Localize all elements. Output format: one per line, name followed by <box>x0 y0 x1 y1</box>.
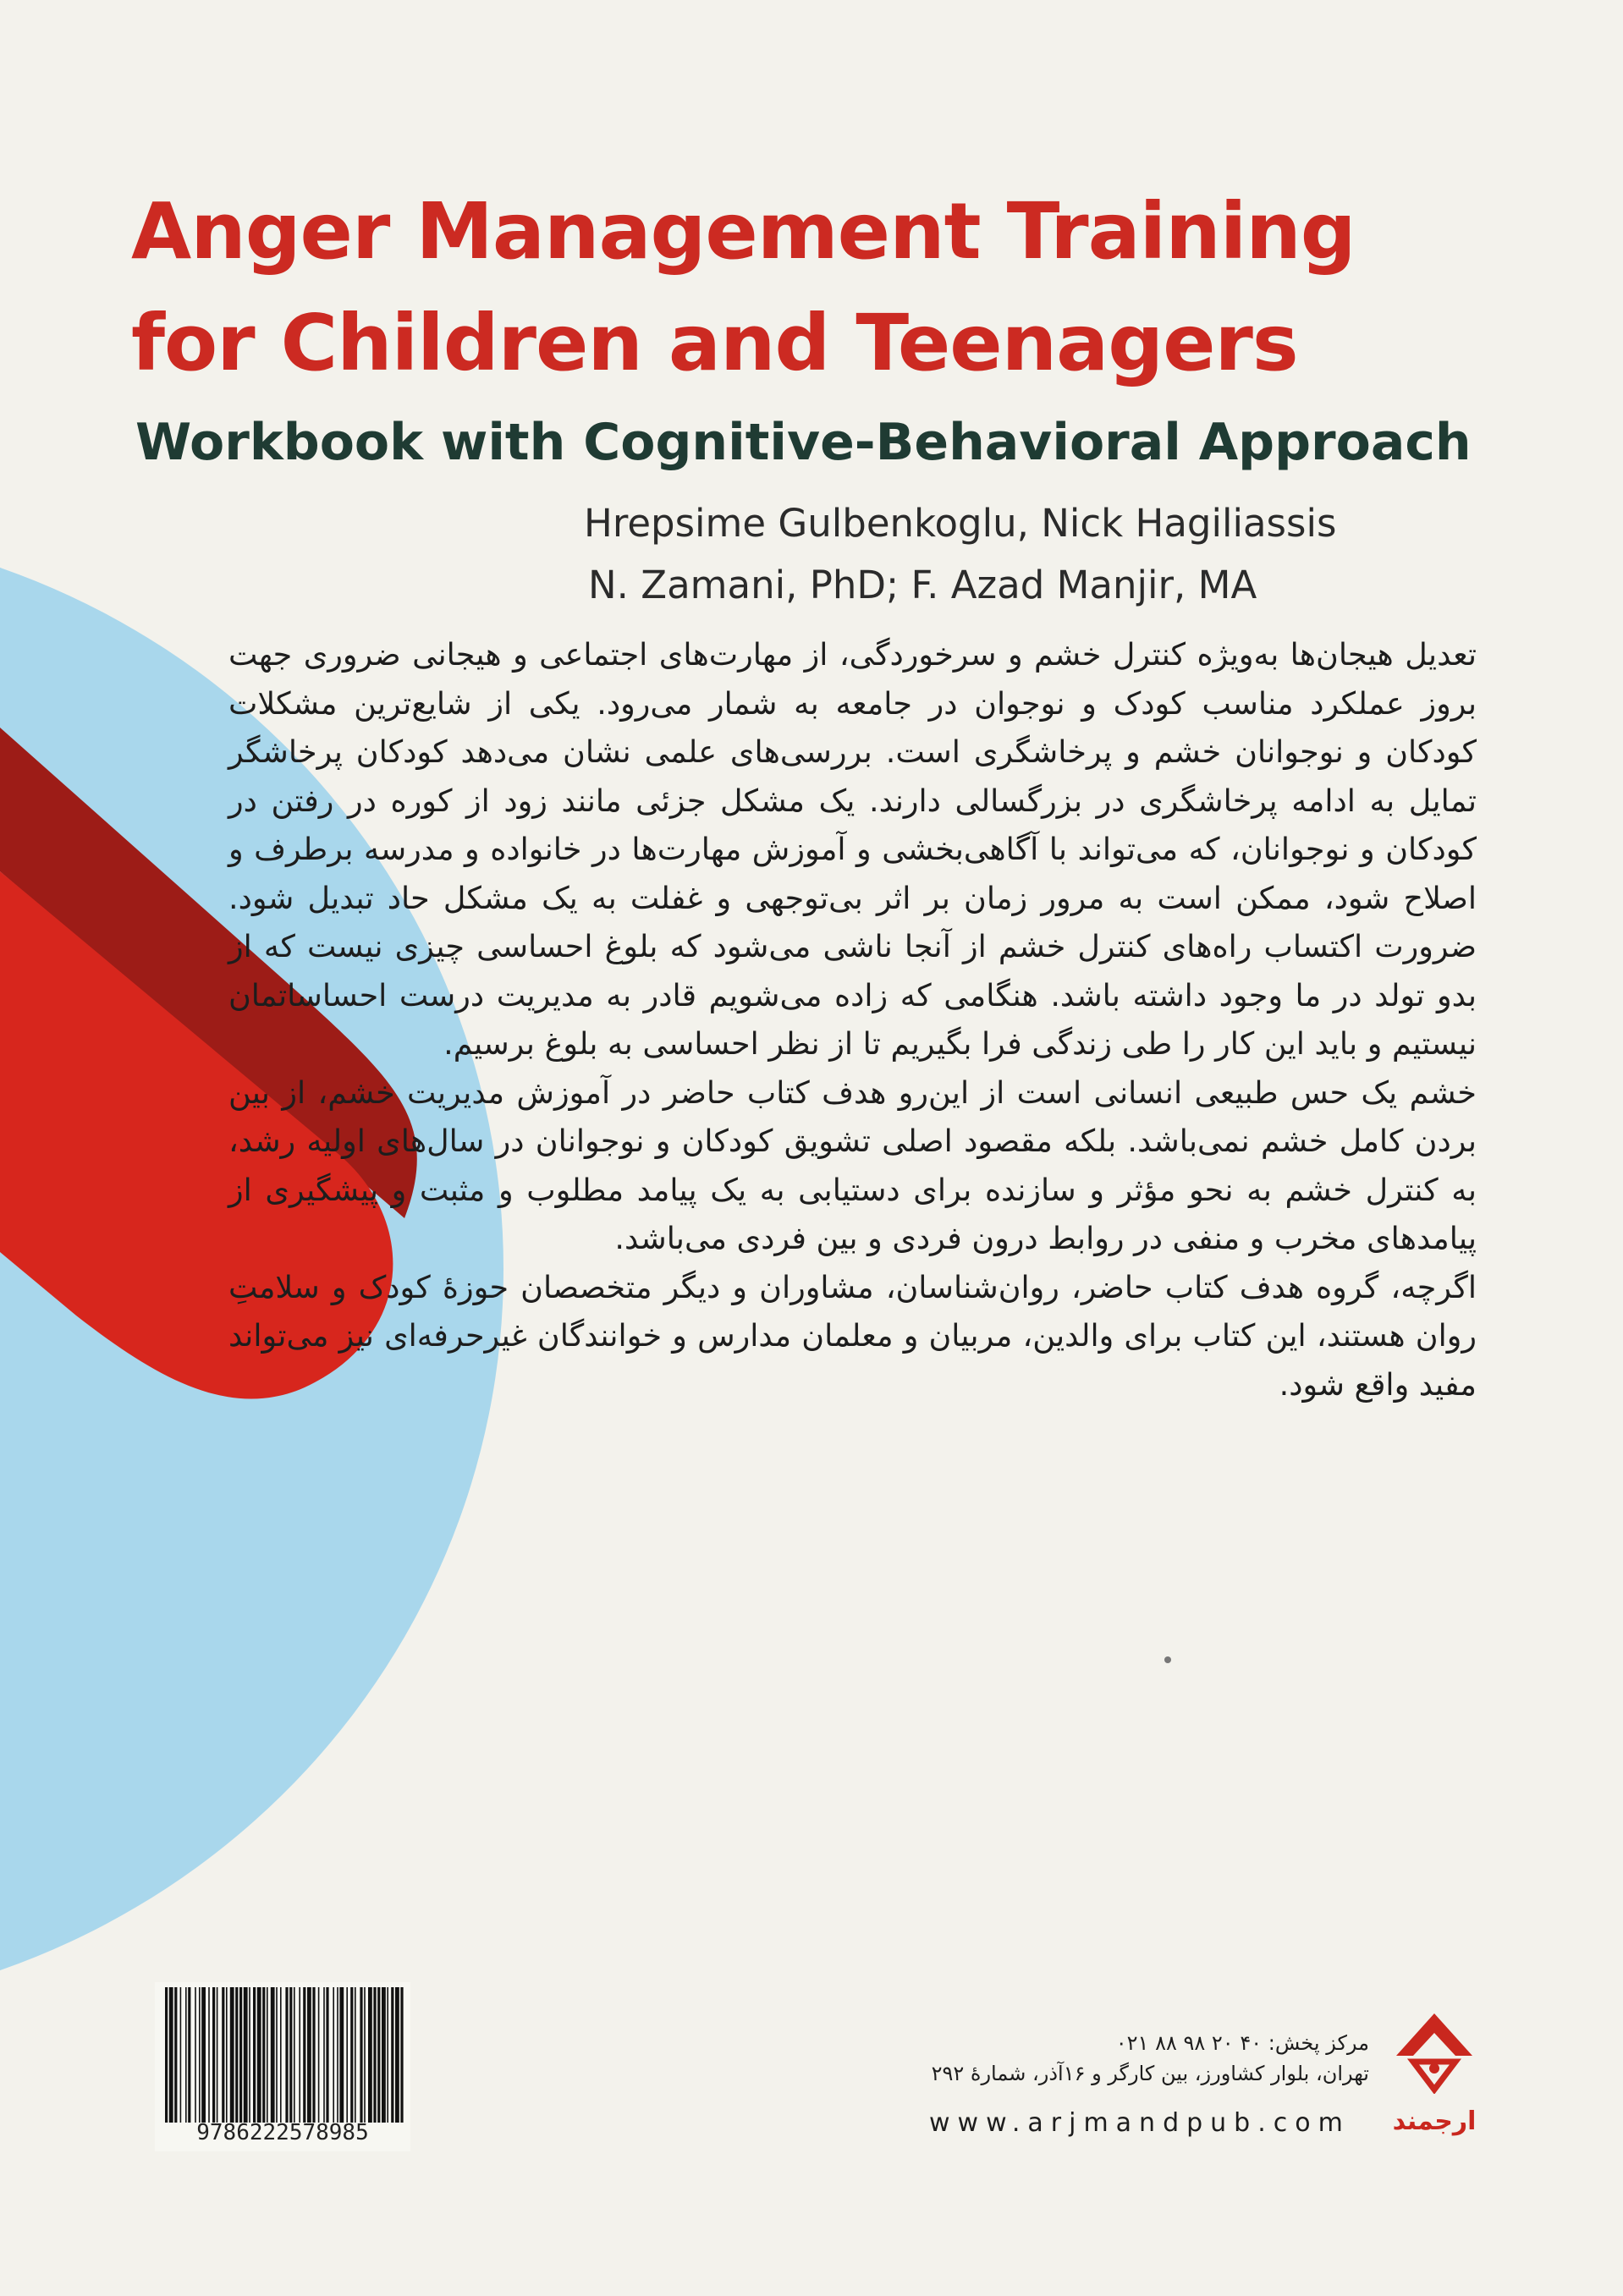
isbn-number: 9786222578985 <box>196 2120 369 2145</box>
subtitle: Workbook with Cognitive-Behavioral Approach <box>135 413 1472 472</box>
barcode-bar <box>382 1987 386 2123</box>
barcode-bar <box>285 1987 288 2123</box>
barcode-bar <box>195 1987 196 2123</box>
barcode-bar <box>212 1987 215 2123</box>
authors-line-2: N. Zamani, PhD; F. Azad Manjir, MA <box>588 563 1257 607</box>
barcode-bar <box>364 1987 366 2123</box>
barcode-bar <box>253 1987 256 2123</box>
barcode-bar <box>174 1987 177 2123</box>
barcode-bar <box>303 1987 305 2123</box>
barcode-bars <box>162 1987 405 2123</box>
barcode-bar <box>217 1987 218 2123</box>
barcode-bar <box>346 1987 348 2123</box>
barcode-bar <box>368 1987 372 2123</box>
description-paragraph-3: اگرچه، گروه هدف کتاب حاضر، روان‌شناسان، مشاوران و دیگر متخصصان حوزهٔ کودک و سلامتِ روان هستند، این کتاب برای والدین، مربیان و معلمان مدارس و خوانندگان غیرحرفه‌ای نیز می‌تواند مفید واقع شود. <box>228 1268 1477 1403</box>
barcode-bar <box>373 1987 376 2123</box>
distribution-address: تهران، بلوار کشاورز، بین کارگر و ۱۶آذر، شمارهٔ ۲۹۲ <box>931 2062 1369 2085</box>
authors-line-1: Hrepsime Gulbenkoglu, Nick Hagiliassis <box>584 501 1337 546</box>
barcode-bar <box>249 1987 250 2123</box>
barcode-bar <box>276 1987 278 2123</box>
barcode-bar <box>339 1987 344 2123</box>
barcode-bar <box>180 1987 182 2123</box>
barcode-bar <box>387 1987 388 2123</box>
distribution-phone: مرکز پخش: ۴۰ ۲۰ ۹۸ ۸۸ ۰۲۱ <box>1115 2031 1369 2055</box>
description-paragraph-1: تعدیل هیجان‌ها به‌ویژه کنترل خشم و سرخوردگی، از مهارت‌های اجتماعی و هیجانی ضروری جهت بروز عملکرد مناسب کودک و نوجوان در جامعه به شمار می‌رود. یکی از شایع‌ترین مشکلات کودکان و نوجوانان خشم و پرخاشگری است. بررسی‌های علمی نشان می‌دهد کودکان پرخاشگر تمایل به ادامه پرخاشگری در بزرگسالی دارند. یک مشکل جزئی مانند زود از کوره در رفتن در کودکان و نوجوانان، که می‌تواند با آگاهی‌بخشی و آموزش مهارت‌ها در خانواده و مدرسه برطرف و اصلاح شود، ممکن است به مرور زمان بر اثر بی‌توجهی و غفلت به یک مشکل حاد تبدیل شود. ضرورت اکتساب راه‌های کنترل خشم از آنجا ناشی می‌شود که بلوغ احساسی چیزی نیست که از بدو تولد در ما وجود داشته باشد. هنگامی که زاده می‌شویم قادر به مدیریت درست احساساتمان نیستیم و باید این کار را طی زندگی فرا بگیریم تا از نظر احساسی به بلوغ برسیم. <box>228 636 1477 1062</box>
barcode-bar <box>318 1987 320 2123</box>
barcode-bar <box>289 1987 292 2123</box>
barcode-bar <box>185 1987 187 2123</box>
title-line-1: Anger Management Training <box>131 186 1356 277</box>
barcode-bar <box>391 1987 393 2123</box>
barcode-bar <box>230 1987 234 2123</box>
dot-mark <box>1164 1656 1171 1663</box>
publisher-logo-text: ارجمند <box>1392 2106 1477 2136</box>
barcode-bar <box>395 1987 399 2123</box>
publisher-logo-icon <box>1388 2009 1481 2094</box>
barcode-bar <box>350 1987 353 2123</box>
title-line-2: for Children and Teenagers <box>131 298 1298 388</box>
barcode-bar <box>239 1987 242 2123</box>
distribution-info <box>932 2028 1369 2089</box>
barcode-bar <box>333 1987 334 2123</box>
barcode-bar <box>337 1987 338 2123</box>
barcode-bar <box>222 1987 224 2123</box>
barcode-bar <box>188 1987 190 2123</box>
barcode-bar <box>244 1987 248 2123</box>
barcode-bar <box>294 1987 295 2123</box>
barcode-bar <box>400 1987 403 2123</box>
barcode-bar <box>235 1987 238 2123</box>
publisher-website: www.arjmandpub.com <box>929 2108 1351 2138</box>
barcode-bar <box>201 1987 206 2123</box>
barcode-bar <box>326 1987 328 2123</box>
isbn-barcode <box>155 1982 410 2151</box>
barcode-bar <box>323 1987 325 2123</box>
description-paragraph-2: خشم یک حس طبیعی انسانی است از این‌رو هدف کتاب حاضر در آموزش مدیریت خشم، از بین بردن کامل خشم نمی‌باشد. بلکه مقصود اصلی تشویق کودکان و نوجوانان در سال‌های اولیه رشد، به کنترل خشم به نحو مؤثر و سازنده برای دستیابی به یک پیامد مطلوب و مثبت و پیشگیری از پیامدهای مخرب و منفی در روابط درون فردی و بین فردی می‌باشد. <box>228 1074 1477 1256</box>
barcode-bar <box>267 1987 268 2123</box>
barcode-bar <box>169 1987 173 2123</box>
barcode-bar <box>312 1987 315 2123</box>
barcode-bar <box>299 1987 300 2123</box>
barcode-bar <box>307 1987 311 2123</box>
barcode-bar <box>226 1987 228 2123</box>
barcode-bar <box>199 1987 201 2123</box>
barcode-bar <box>377 1987 380 2123</box>
description-text <box>228 630 1477 1409</box>
barcode-bar <box>165 1987 168 2123</box>
barcode-bar <box>360 1987 362 2123</box>
barcode-bar <box>257 1987 261 2123</box>
barcode-bar <box>262 1987 265 2123</box>
barcode-bar <box>271 1987 275 2123</box>
barcode-bar <box>280 1987 282 2123</box>
barcode-bar <box>355 1987 356 2123</box>
barcode-bar <box>208 1987 210 2123</box>
